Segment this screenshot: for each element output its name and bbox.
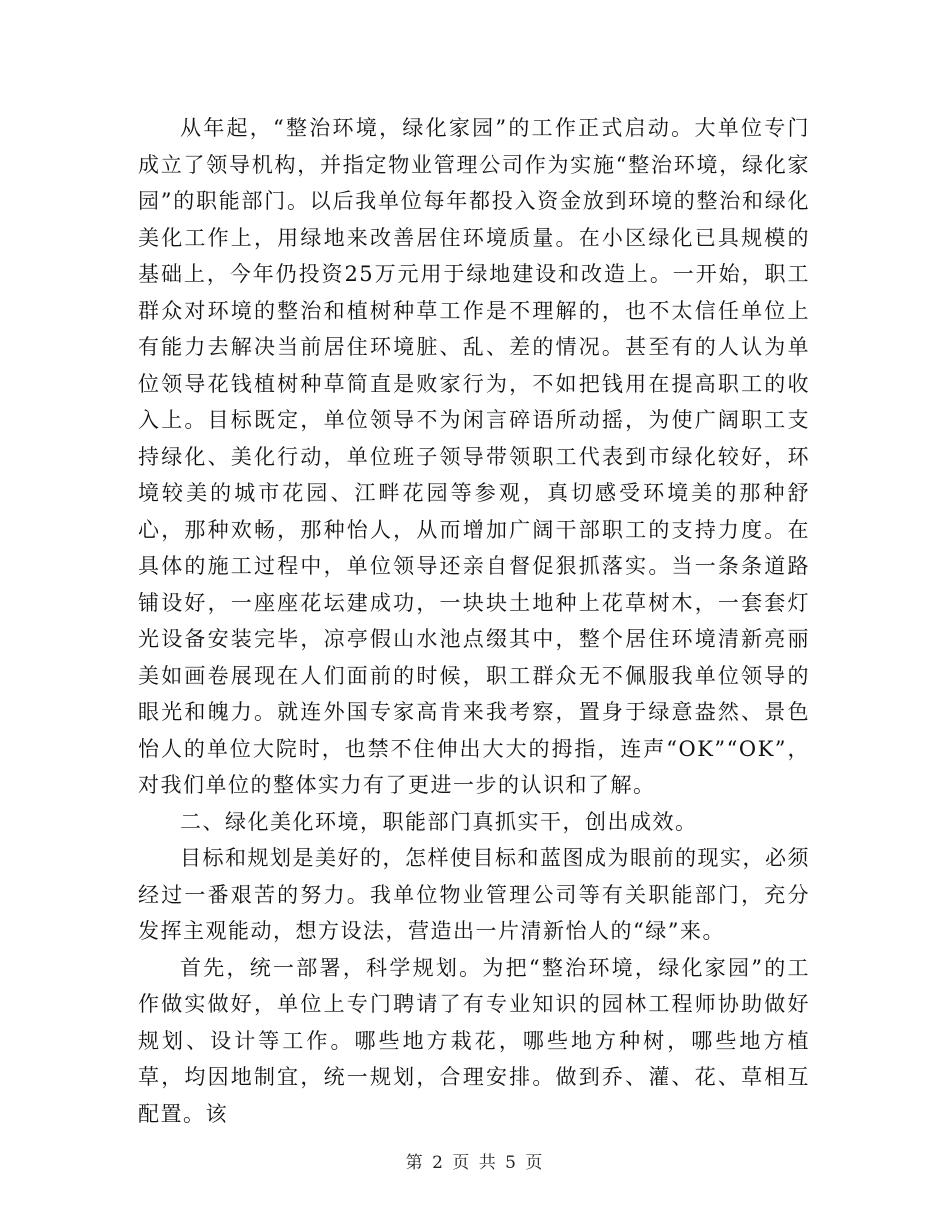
document-body bbox=[138, 110, 810, 1132]
paragraph-planning: 首先，统一部署，科学规划。为把“整治环境，绿化家园”的工作做实做好，单位上专门聘请了有专业知识的园林工程师协助做好规划、设计等工作。哪些地方栽花，哪些地方种树，哪些地方植草，均因地制宜，统一规划，合理安排。做到乔、灌、花、草相互配置。该 bbox=[138, 955, 810, 1126]
paragraph-goals: 目标和规划是美好的，怎样使目标和蓝图成为眼前的现实，必须经过一番艰苦的努力。我单位物业管理公司等有关职能部门，充分发挥主观能动，想方设法，营造出一片清新怡人的“绿”来。 bbox=[138, 846, 810, 943]
section-heading-two: 二、绿化美化环境，职能部门真抓实干，创出成效。 bbox=[180, 809, 698, 834]
page-number-footer: 第 2 页 共 5 页 bbox=[405, 1153, 545, 1173]
paragraph-intro: 从年起，“整治环境，绿化家园”的工作正式启动。大单位专门成立了领导机构，并指定物业管理公司作为实施“整治环境，绿化家园”的职能部门。以后我单位每年都投入资金放到环境的整治和绿化美化工作上，用绿地来改善居住环境质量。在小区绿化已具规模的基础上，今年仍投资25万元用于绿地建设和改造上。一开始，职工群众对环境的整治和植树种草工作是不理解的，也不太信任单位上有能力去解决当前居住环境脏、乱、差的情况。甚至有的人认为单位领导花钱植树种草简直是败家行为，不如把钱用在提高职工的收入上。目标既定，单位领导不为闲言碎语所动摇，为使广阔职工支持绿化、美化行动，单位班子领导带领职工代表到市绿化较好，环境较美的城市花园、江畔花园等参观，真切感受环境美的那种舒心，那种欢畅，那种怡人，从而增加广阔干部职工的支持力度。在具体的施工过程中，单位领导还亲自督促狠抓落实。当一条条道路铺设好，一座座花坛建成功，一块块土地种上花草树木，一套套灯光设备安装完毕，凉亭假山水池点缀其中，整个居住环境清新亮丽美如画卷展现在人们面前的时候，职工群众无不佩服我单位领导的眼光和魄力。就连外国专家高肯来我考察，置身于绿意盎然、景色怡人的单位大院时，也禁不住伸出大大的拇指，连声“OK”“OK”，对我们单位的整体实力有了更进一步的认识和了解。 bbox=[138, 116, 810, 797]
